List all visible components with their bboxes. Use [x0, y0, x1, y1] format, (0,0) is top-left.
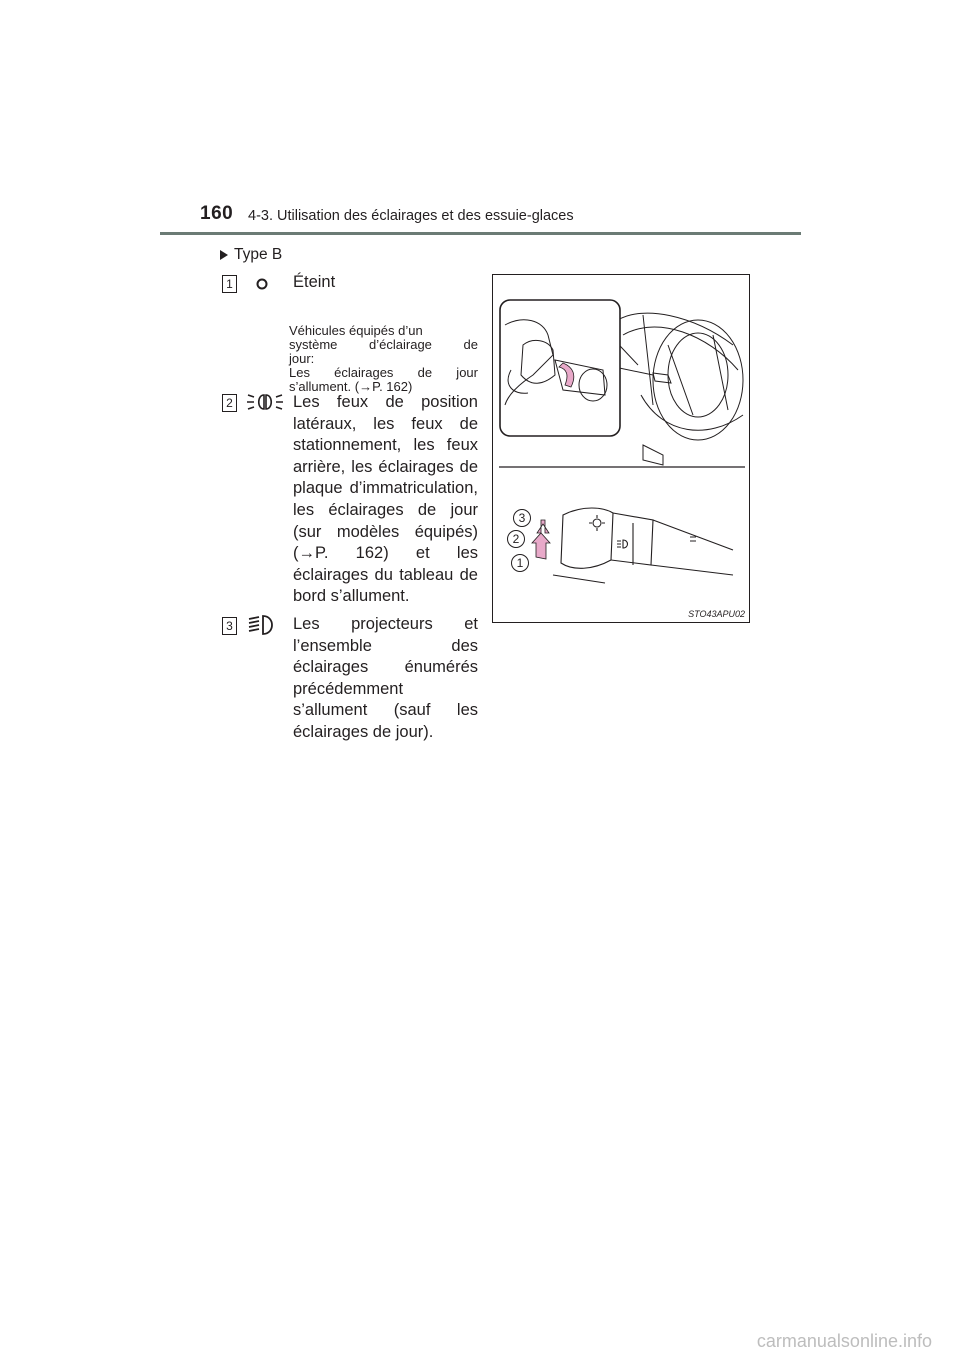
- item-3-line: Les projecteurs et: [293, 615, 478, 633]
- item-3-line: éclairages énumérés: [293, 658, 478, 677]
- callout-3: 3: [513, 509, 531, 527]
- item-number-1: 1: [222, 275, 237, 293]
- type-label-text: Type B: [234, 246, 283, 263]
- item-2-line: Les feux de position: [293, 393, 478, 411]
- item-2-line: bord s’allument.: [293, 587, 410, 606]
- item-1-note-line: Véhicules équipés d’un: [289, 323, 423, 338]
- item-2-line: (→P. 162) et les: [293, 544, 478, 563]
- item-2-line: éclairages du tableau de: [293, 565, 478, 584]
- off-circle-icon: [255, 277, 269, 291]
- site-watermark: carmanualsonline.info: [756, 1331, 932, 1351]
- callout-2: 2: [507, 530, 525, 548]
- item-1-note: [289, 324, 478, 394]
- item-number-3: 3: [222, 617, 237, 635]
- item-1-note-line: s’allument. (→P. 162): [289, 379, 413, 394]
- item-3-line: précédemment: [293, 679, 404, 698]
- item-3-line: s’allument (sauf les: [293, 701, 478, 720]
- light-switch-illustration: [492, 274, 750, 623]
- item-2-line: (sur modèles équipés): [293, 522, 478, 541]
- item-2-line: arrière, les éclairages de: [293, 457, 478, 476]
- item-2-line: les éclairages de jour: [293, 500, 478, 519]
- item-1-note-line: système d’éclairage de: [289, 337, 478, 352]
- page-number: 160: [200, 203, 234, 224]
- section-title: 4-3. Utilisation des éclairages et des essuie-glaces: [248, 208, 574, 224]
- item-2-text: [293, 392, 478, 608]
- item-1-title: Éteint: [293, 273, 336, 291]
- item-3-line: l’ensemble des: [293, 636, 478, 655]
- item-2-line: latéraux, les feux de: [293, 414, 478, 433]
- item-2-line: plaque d’immatriculation,: [293, 479, 478, 498]
- item-3-line: éclairages de jour).: [293, 722, 434, 741]
- position-lights-icon: [245, 391, 285, 413]
- item-number-2: 2: [222, 394, 237, 412]
- figure-code: STO43APU02: [688, 609, 745, 619]
- item-1-note-line: Les éclairages de jour: [289, 365, 478, 380]
- item-3-text: [293, 614, 478, 744]
- illustration-drawing: [493, 275, 748, 621]
- header-rule: [160, 232, 801, 235]
- headlight-icon: [245, 614, 281, 636]
- type-label: [220, 246, 282, 264]
- callout-1: 1: [511, 554, 529, 572]
- item-1-note-line: jour:: [289, 351, 315, 366]
- item-2-line: stationnement, les feux: [293, 436, 478, 455]
- triangle-bullet-icon: [220, 250, 228, 260]
